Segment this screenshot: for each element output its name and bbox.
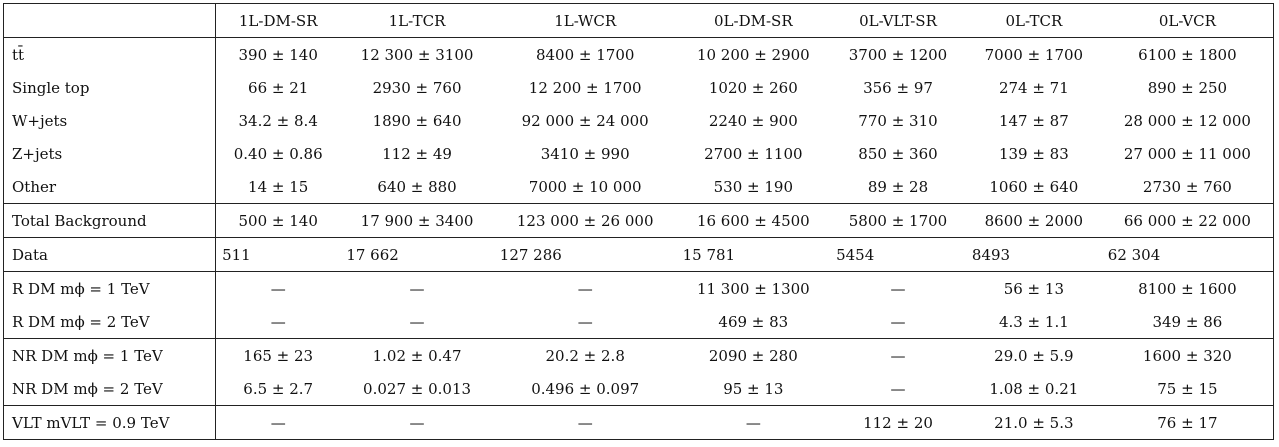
table-cell: 1020 ± 260 bbox=[708, 78, 798, 97]
table-cell: — bbox=[494, 406, 677, 440]
table-cell: 6.5 ± 2.7 bbox=[243, 379, 314, 398]
table-cell: 139 ± 83 bbox=[998, 144, 1069, 163]
col-header: 0L-DM-SR bbox=[677, 4, 830, 38]
row-label: Total Background bbox=[4, 204, 216, 238]
col-header: 0L-VCR bbox=[1102, 4, 1274, 38]
table-cell: — bbox=[340, 406, 493, 440]
col-header: 0L-TCR bbox=[966, 4, 1102, 38]
table-cell: 10 200 ± 2900 bbox=[696, 45, 810, 64]
table-cell: 89 ± 28 bbox=[867, 177, 929, 196]
col-header: 1L-DM-SR bbox=[216, 4, 341, 38]
table-cell: 390 ± 140 bbox=[238, 45, 318, 64]
table-cell: — bbox=[494, 272, 677, 306]
table-cell: 4.3 ± 1.1 bbox=[998, 312, 1069, 331]
table-cell: 27 000 ± 11 000 bbox=[1123, 144, 1251, 163]
table-cell: 17 662 bbox=[340, 238, 493, 272]
table-cell: 2730 ± 760 bbox=[1142, 177, 1232, 196]
table-row bbox=[4, 204, 1274, 238]
table-cell: 500 ± 140 bbox=[216, 204, 341, 238]
table-row bbox=[4, 170, 1274, 204]
table-cell: 8493 bbox=[966, 238, 1102, 272]
table-cell: — bbox=[890, 312, 906, 331]
table-cell: — bbox=[340, 272, 493, 306]
yields-table bbox=[3, 3, 1274, 440]
table-cell: — bbox=[270, 312, 286, 331]
table-cell: 15 781 bbox=[677, 238, 830, 272]
row-label: Other bbox=[4, 170, 216, 204]
table-cell: — bbox=[216, 406, 341, 440]
table-cell: 12 300 ± 3100 bbox=[360, 45, 474, 64]
table-cell: 76 ± 17 bbox=[1102, 406, 1274, 440]
table-cell: 92 000 ± 24 000 bbox=[521, 111, 649, 130]
table-cell: 2930 ± 760 bbox=[372, 78, 462, 97]
table-cell: 21.0 ± 5.3 bbox=[966, 406, 1102, 440]
row-label: R DM mϕ = 1 TeV bbox=[4, 272, 216, 306]
table-cell: 6100 ± 1800 bbox=[1138, 45, 1237, 64]
col-header: 0L-VLT-SR bbox=[830, 4, 966, 38]
row-label: NR DM mϕ = 2 TeV bbox=[4, 372, 216, 406]
table-cell: 850 ± 360 bbox=[858, 144, 938, 163]
table-cell: 511 bbox=[216, 238, 341, 272]
table-cell: 56 ± 13 bbox=[966, 272, 1102, 306]
table-row bbox=[4, 38, 1274, 72]
table-row bbox=[4, 339, 1274, 373]
table-cell: 17 900 ± 3400 bbox=[340, 204, 493, 238]
table-cell: 640 ± 880 bbox=[377, 177, 457, 196]
table-cell: — bbox=[890, 379, 906, 398]
table-cell: 11 300 ± 1300 bbox=[677, 272, 830, 306]
col-header: 1L-WCR bbox=[494, 4, 677, 38]
table-cell: 28 000 ± 12 000 bbox=[1123, 111, 1251, 130]
table-body bbox=[4, 38, 1274, 440]
row-label: tt̄ bbox=[4, 38, 216, 72]
row-label: Data bbox=[4, 238, 216, 272]
table-cell: 66 ± 21 bbox=[248, 78, 309, 97]
table-cell: 0.027 ± 0.013 bbox=[363, 379, 472, 398]
table-cell: 8400 ± 1700 bbox=[535, 45, 635, 64]
table-cell: 7000 ± 10 000 bbox=[528, 177, 642, 196]
row-label: Z+jets bbox=[4, 137, 216, 170]
table-cell: 0.40 ± 0.86 bbox=[233, 144, 323, 163]
table-cell: 770 ± 310 bbox=[858, 111, 938, 130]
table-cell: 29.0 ± 5.9 bbox=[966, 339, 1102, 373]
table-row bbox=[4, 406, 1274, 440]
table-row bbox=[4, 272, 1274, 306]
table-cell: 8100 ± 1600 bbox=[1102, 272, 1274, 306]
table-cell: — bbox=[577, 312, 593, 331]
table-cell: 112 ± 49 bbox=[382, 144, 452, 163]
table-row bbox=[4, 305, 1274, 339]
table-cell: 62 304 bbox=[1102, 238, 1274, 272]
row-label: Single top bbox=[4, 71, 216, 104]
table-cell: 1890 ± 640 bbox=[372, 111, 462, 130]
table-cell: — bbox=[830, 272, 966, 306]
table-cell: 165 ± 23 bbox=[216, 339, 341, 373]
table-cell: 1.08 ± 0.21 bbox=[989, 379, 1079, 398]
table-cell: 2700 ± 1100 bbox=[704, 144, 803, 163]
table-cell: — bbox=[830, 339, 966, 373]
table-cell: 1060 ± 640 bbox=[989, 177, 1079, 196]
table-cell: — bbox=[677, 406, 830, 440]
table-cell: 5800 ± 1700 bbox=[830, 204, 966, 238]
table-cell: 5454 bbox=[830, 238, 966, 272]
table-cell: 127 286 bbox=[494, 238, 677, 272]
table-row bbox=[4, 238, 1274, 272]
table-cell: 349 ± 86 bbox=[1152, 312, 1223, 331]
table-cell: 112 ± 20 bbox=[830, 406, 966, 440]
table-cell: 274 ± 71 bbox=[998, 78, 1069, 97]
table-cell: 20.2 ± 2.8 bbox=[494, 339, 677, 373]
table-row bbox=[4, 372, 1274, 406]
table-cell: 890 ± 250 bbox=[1147, 78, 1228, 97]
table-cell: 3700 ± 1200 bbox=[848, 45, 948, 64]
table-cell: 75 ± 15 bbox=[1157, 379, 1218, 398]
table-cell: 356 ± 97 bbox=[863, 78, 933, 97]
col-header: 1L-TCR bbox=[340, 4, 493, 38]
table-cell: 14 ± 15 bbox=[248, 177, 309, 196]
table-cell: 0.496 ± 0.097 bbox=[531, 379, 640, 398]
table-cell: 123 000 ± 26 000 bbox=[494, 204, 677, 238]
table-cell: 95 ± 13 bbox=[723, 379, 784, 398]
row-label: NR DM mϕ = 1 TeV bbox=[4, 339, 216, 373]
table-cell: 147 ± 87 bbox=[998, 111, 1069, 130]
table-row bbox=[4, 71, 1274, 104]
table-cell: — bbox=[216, 272, 341, 306]
table-cell: 3410 ± 990 bbox=[540, 144, 630, 163]
table-cell: 1600 ± 320 bbox=[1102, 339, 1274, 373]
corner-cell bbox=[4, 4, 216, 38]
table-cell: 7000 ± 1700 bbox=[984, 45, 1084, 64]
table-cell: 66 000 ± 22 000 bbox=[1102, 204, 1274, 238]
table-row bbox=[4, 104, 1274, 137]
table-cell: 8600 ± 2000 bbox=[966, 204, 1102, 238]
table-cell: 1.02 ± 0.47 bbox=[340, 339, 493, 373]
table-row bbox=[4, 137, 1274, 170]
table-cell: 469 ± 83 bbox=[718, 312, 789, 331]
header-row bbox=[4, 4, 1274, 38]
table-cell: — bbox=[409, 312, 425, 331]
table-cell: 12 200 ± 1700 bbox=[528, 78, 642, 97]
table-cell: 2240 ± 900 bbox=[708, 111, 798, 130]
row-label: W+jets bbox=[4, 104, 216, 137]
table-cell: 530 ± 190 bbox=[713, 177, 794, 196]
table-cell: 2090 ± 280 bbox=[677, 339, 830, 373]
row-label: VLT mVLT = 0.9 TeV bbox=[4, 406, 216, 440]
table-cell: 34.2 ± 8.4 bbox=[238, 111, 318, 130]
table-cell: 16 600 ± 4500 bbox=[677, 204, 830, 238]
row-label: R DM mϕ = 2 TeV bbox=[4, 305, 216, 339]
